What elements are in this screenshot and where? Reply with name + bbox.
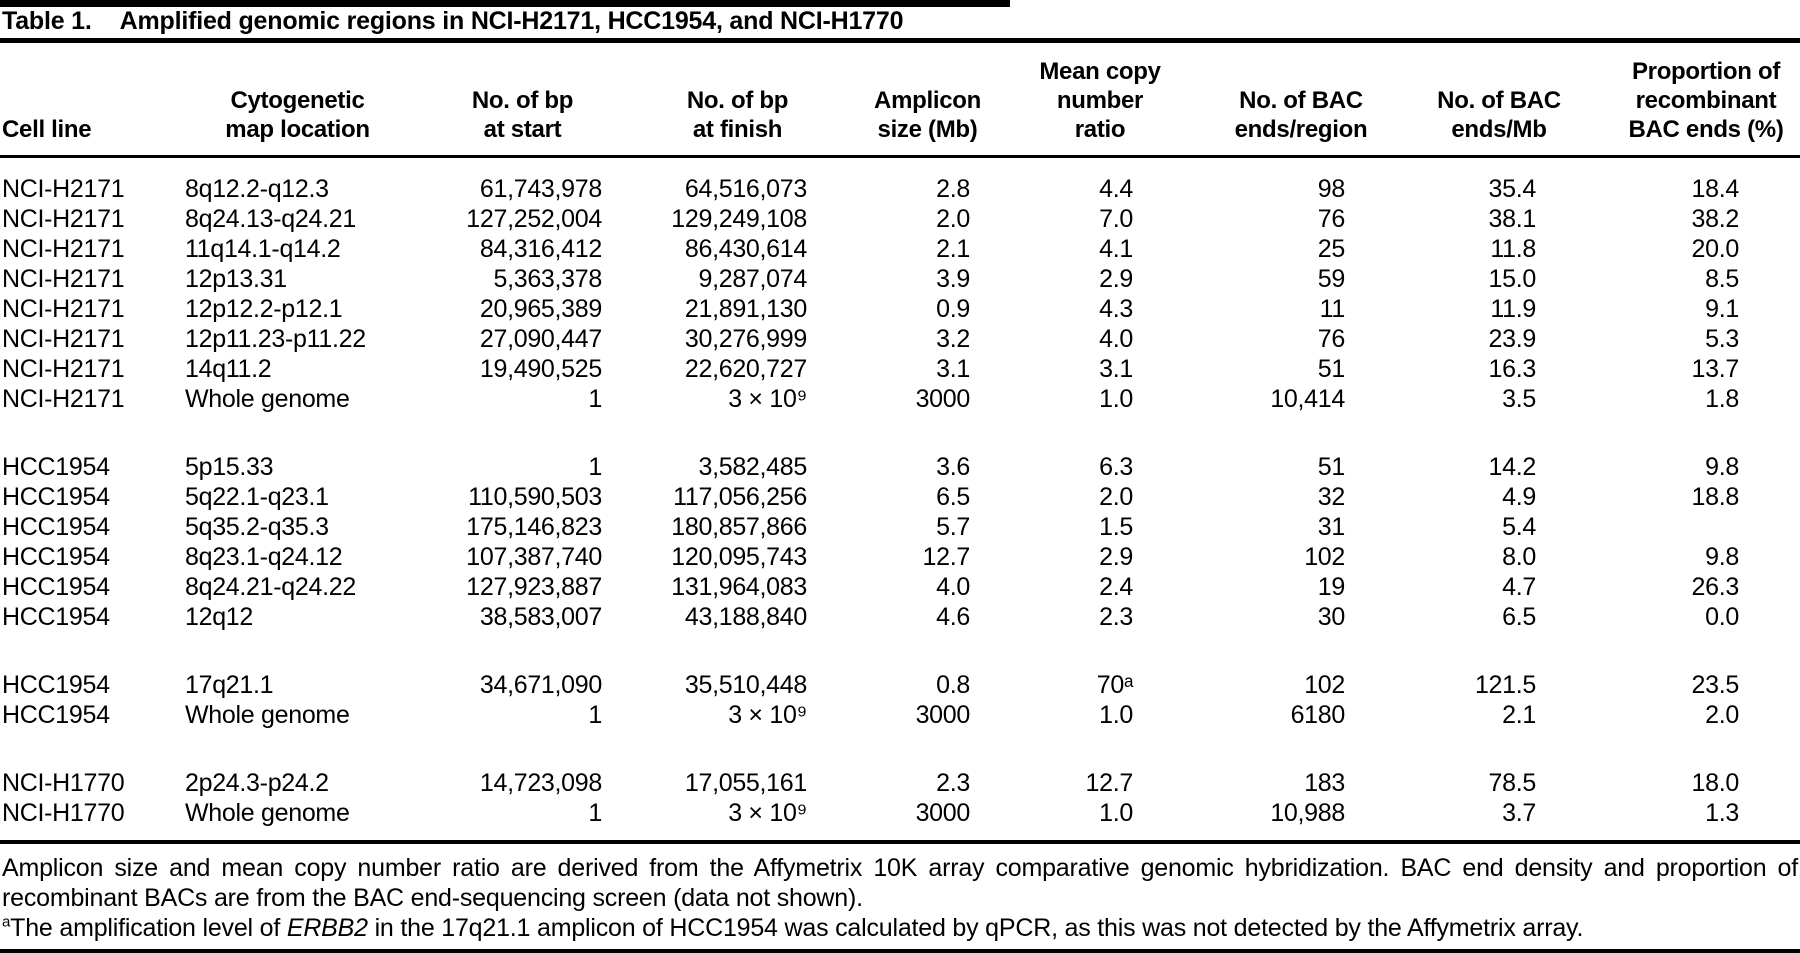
cell-cytogenetic-map-location: 17q21.1	[185, 671, 274, 699]
cell-cell-line: NCI-H2171	[2, 265, 125, 293]
cell-bac-ends-per-region: 76	[1317, 205, 1345, 233]
table-row	[0, 482, 1800, 512]
cell-bp-at-start: 20,965,389	[479, 295, 602, 323]
cell-cell-line: NCI-H1770	[2, 799, 125, 827]
cell-amplicon-size-mb: 12.7	[922, 543, 970, 571]
spacer-cell	[0, 414, 1800, 452]
gap-row	[0, 730, 1800, 768]
footnote-a-gene: ERBB2	[286, 914, 368, 942]
cell-bp-at-finish: 17,055,161	[684, 769, 807, 797]
cell-mean-copy-number-ratio: 2.0	[1099, 483, 1133, 511]
cell-mean-copy-number-ratio: 1.0	[1099, 385, 1133, 413]
cell-bp-at-finish: 30,276,999	[684, 325, 807, 353]
footnote-a	[2, 913, 1798, 943]
cell-cell-line: NCI-H2171	[2, 385, 125, 413]
table-row	[0, 174, 1800, 204]
cell-cell-line: HCC1954	[2, 671, 110, 699]
footnote-general: Amplicon size and mean copy number ratio are derived from the Affymetrix 10K array comparative genomic hybridization. BAC end density and proportion of recombinant BACs are from the BAC end-sequencing screen (data not shown).	[2, 854, 1798, 912]
cell-proportion-recombinant-bac-ends: 9.8	[1705, 543, 1739, 571]
cell-bp-at-start: 107,387,740	[466, 543, 602, 571]
column-header-bp-at-finish: No. of bp at finish	[686, 87, 789, 143]
cell-mean-copy-number-ratio: 4.3	[1099, 295, 1133, 323]
cell-proportion-recombinant-bac-ends: 13.7	[1691, 355, 1739, 383]
cell-amplicon-size-mb: 3.9	[936, 265, 970, 293]
column-header-amplicon-size-mb: Amplicon size (Mb)	[874, 87, 981, 143]
cell-bp-at-finish: 43,188,840	[684, 603, 807, 631]
table-row	[0, 294, 1800, 324]
table-row	[0, 234, 1800, 264]
cell-amplicon-size-mb: 3000	[915, 385, 970, 413]
table-row	[0, 204, 1800, 234]
footnotes	[0, 844, 1800, 949]
cell-mean-copy-number-ratio: 2.9	[1099, 265, 1133, 293]
cell-cell-line: NCI-H2171	[2, 295, 125, 323]
cell-bp-at-finish: 120,095,743	[671, 543, 807, 571]
title-top-rule	[0, 0, 1010, 7]
cell-bac-ends-per-region: 10,414	[1270, 385, 1345, 413]
cell-bp-at-start: 5,363,378	[493, 265, 602, 293]
cell-bp-at-finish: 131,964,083	[671, 573, 807, 601]
cell-bp-at-start: 1	[588, 453, 602, 481]
column-header-proportion-recombinant-bac-ends: Proportion of recombinant BAC ends (%)	[1628, 58, 1784, 143]
cell-cytogenetic-map-location: Whole genome	[185, 385, 350, 413]
cell-mean-copy-number-ratio: 2.4	[1099, 573, 1133, 601]
cell-bp-at-finish: 3,582,485	[698, 453, 807, 481]
cell-bac-ends-per-region: 51	[1317, 453, 1345, 481]
cell-proportion-recombinant-bac-ends: 18.8	[1691, 483, 1739, 511]
cell-bp-at-start: 14,723,098	[479, 769, 602, 797]
cell-amplicon-size-mb: 4.0	[936, 573, 970, 601]
cell-cell-line: NCI-H2171	[2, 235, 125, 263]
cell-mean-copy-number-ratio: 70ᵃ	[1096, 671, 1133, 699]
table-row	[0, 324, 1800, 354]
cell-bac-ends-per-mb: 3.5	[1502, 385, 1536, 413]
cell-cytogenetic-map-location: 5p15.33	[185, 453, 274, 481]
cell-proportion-recombinant-bac-ends: 18.0	[1691, 769, 1739, 797]
cell-bac-ends-per-mb: 23.9	[1488, 325, 1536, 353]
column-header-bac-ends-per-mb: No. of BAC ends/Mb	[1437, 87, 1561, 143]
cell-proportion-recombinant-bac-ends: 38.2	[1691, 205, 1739, 233]
cell-bac-ends-per-mb: 16.3	[1488, 355, 1536, 383]
cell-cell-line: NCI-H2171	[2, 355, 125, 383]
cell-bac-ends-per-region: 30	[1317, 603, 1345, 631]
cell-bac-ends-per-region: 76	[1317, 325, 1345, 353]
cell-bac-ends-per-region: 25	[1317, 235, 1345, 263]
cell-bac-ends-per-mb: 15.0	[1488, 265, 1536, 293]
cell-bac-ends-per-region: 51	[1317, 355, 1345, 383]
cell-bp-at-finish: 9,287,074	[698, 265, 807, 293]
cell-mean-copy-number-ratio: 2.9	[1099, 543, 1133, 571]
table-row	[0, 354, 1800, 384]
cell-cell-line: HCC1954	[2, 513, 110, 541]
column-header-bp-at-start: No. of bp at start	[471, 87, 574, 143]
cell-cell-line: NCI-H2171	[2, 175, 125, 203]
cell-mean-copy-number-ratio: 4.4	[1099, 175, 1133, 203]
cell-cytogenetic-map-location: 14q11.2	[185, 355, 272, 383]
table-title-text: Amplified genomic regions in NCI-H2171, HCC1954, and NCI-H1770	[119, 7, 904, 35]
footnote-a-text-pre: The amplification level of	[10, 914, 287, 942]
cell-bac-ends-per-region: 102	[1304, 671, 1345, 699]
cell-bac-ends-per-mb: 3.7	[1502, 799, 1536, 827]
top-pad-row	[0, 157, 1800, 175]
cell-bp-at-finish: 21,891,130	[684, 295, 807, 323]
spacer-cell	[0, 632, 1800, 670]
column-header-cytogenetic-map-location: Cytogenetic map location	[225, 87, 370, 143]
cell-proportion-recombinant-bac-ends: 26.3	[1691, 573, 1739, 601]
cell-proportion-recombinant-bac-ends: 23.5	[1691, 671, 1739, 699]
cell-bp-at-start: 19,490,525	[479, 355, 602, 383]
cell-bp-at-finish: 3 × 10⁹	[728, 385, 807, 413]
cell-mean-copy-number-ratio: 4.1	[1099, 235, 1133, 263]
spacer-cell	[0, 157, 1800, 175]
cell-mean-copy-number-ratio: 1.0	[1099, 701, 1133, 729]
cell-proportion-recombinant-bac-ends: 1.3	[1705, 799, 1739, 827]
table-row	[0, 700, 1800, 730]
cell-cytogenetic-map-location: 5q22.1-q23.1	[185, 483, 329, 511]
cell-bac-ends-per-region: 11	[1319, 295, 1345, 323]
cell-bac-ends-per-region: 6180	[1290, 701, 1345, 729]
table-row	[0, 768, 1800, 798]
cell-bac-ends-per-region: 31	[1317, 513, 1345, 541]
cell-bac-ends-per-mb: 38.1	[1488, 205, 1536, 233]
cell-bac-ends-per-region: 19	[1317, 573, 1345, 601]
cell-cytogenetic-map-location: 8q24.13-q24.21	[185, 205, 356, 233]
table-row	[0, 452, 1800, 482]
table-row	[0, 542, 1800, 572]
cell-bp-at-start: 1	[588, 385, 602, 413]
cell-amplicon-size-mb: 2.0	[936, 205, 970, 233]
cell-bac-ends-per-mb: 11.9	[1490, 295, 1536, 323]
cell-bp-at-start: 38,583,007	[479, 603, 602, 631]
cell-proportion-recombinant-bac-ends: 0.0	[1705, 603, 1739, 631]
cell-cytogenetic-map-location: 12p12.2-p12.1	[185, 295, 343, 323]
cell-cytogenetic-map-location: 8q12.2-q12.3	[185, 175, 329, 203]
cell-cell-line: HCC1954	[2, 573, 110, 601]
cell-amplicon-size-mb: 4.6	[936, 603, 970, 631]
footnote-a-marker: a	[2, 913, 11, 931]
cell-mean-copy-number-ratio: 3.1	[1099, 355, 1133, 383]
cell-proportion-recombinant-bac-ends: 2.0	[1705, 701, 1739, 729]
cell-bp-at-start: 110,590,503	[468, 483, 602, 511]
cell-bac-ends-per-mb: 14.2	[1488, 453, 1536, 481]
cell-proportion-recombinant-bac-ends: 9.1	[1705, 295, 1739, 323]
cell-cell-line: HCC1954	[2, 453, 110, 481]
cell-bp-at-start: 175,146,823	[466, 513, 602, 541]
cell-amplicon-size-mb: 3000	[915, 799, 970, 827]
header-row	[0, 43, 1800, 157]
table-title	[2, 8, 1800, 35]
cell-cell-line: HCC1954	[2, 603, 110, 631]
gap-row	[0, 414, 1800, 452]
cell-proportion-recombinant-bac-ends: 1.8	[1705, 385, 1739, 413]
table-title-label: Table 1.	[2, 7, 92, 35]
cell-cell-line: NCI-H1770	[2, 769, 125, 797]
cell-mean-copy-number-ratio: 2.3	[1099, 603, 1133, 631]
cell-bp-at-start: 84,316,412	[479, 235, 602, 263]
table-header	[0, 43, 1800, 157]
table-row	[0, 670, 1800, 700]
cell-bp-at-start: 27,090,447	[479, 325, 602, 353]
cell-proportion-recombinant-bac-ends: 5.3	[1705, 325, 1739, 353]
cell-bp-at-finish: 3 × 10⁹	[728, 701, 807, 729]
cell-bac-ends-per-region: 32	[1317, 483, 1345, 511]
cell-bp-at-finish: 117,056,256	[673, 483, 807, 511]
cell-cell-line: NCI-H2171	[2, 205, 125, 233]
cell-bac-ends-per-mb: 5.4	[1502, 513, 1536, 541]
cell-cytogenetic-map-location: 12p13.31	[185, 265, 287, 293]
cell-bp-at-start: 34,671,090	[479, 671, 602, 699]
cell-bac-ends-per-region: 183	[1304, 769, 1345, 797]
cell-bp-at-start: 1	[588, 701, 602, 729]
cell-proportion-recombinant-bac-ends: 8.5	[1705, 265, 1739, 293]
cell-bac-ends-per-mb: 2.1	[1502, 701, 1536, 729]
cell-cell-line: HCC1954	[2, 543, 110, 571]
table-row	[0, 572, 1800, 602]
cell-cytogenetic-map-location: 11q14.1-q14.2	[185, 235, 341, 263]
cell-mean-copy-number-ratio: 1.0	[1099, 799, 1133, 827]
cell-cytogenetic-map-location: Whole genome	[185, 701, 350, 729]
cell-amplicon-size-mb: 3000	[915, 701, 970, 729]
cell-bac-ends-per-mb: 121.5	[1474, 671, 1536, 699]
column-header-mean-copy-number-ratio: Mean copy number ratio	[1039, 58, 1161, 143]
cell-bp-at-finish: 129,249,108	[671, 205, 807, 233]
footnote-a-text-post: in the 17q21.1 amplicon of HCC1954 was calculated by qPCR, as this was not detected by the Affymetrix array.	[367, 914, 1584, 942]
cell-amplicon-size-mb: 2.1	[936, 235, 970, 263]
cell-bp-at-finish: 22,620,727	[684, 355, 807, 383]
cell-bac-ends-per-region: 10,988	[1270, 799, 1345, 827]
cell-bac-ends-per-mb: 4.7	[1502, 573, 1536, 601]
cell-bac-ends-per-mb: 11.8	[1490, 235, 1536, 263]
cell-proportion-recombinant-bac-ends: 18.4	[1691, 175, 1739, 203]
cell-bac-ends-per-mb: 4.9	[1502, 483, 1536, 511]
cell-bp-at-start: 1	[588, 799, 602, 827]
cell-proportion-recombinant-bac-ends	[1586, 512, 1800, 542]
cell-amplicon-size-mb: 5.7	[936, 513, 970, 541]
table-row	[0, 264, 1800, 294]
cell-proportion-recombinant-bac-ends: 20.0	[1691, 235, 1739, 263]
spacer-cell	[0, 730, 1800, 768]
cell-bp-at-finish: 180,857,866	[671, 513, 807, 541]
cell-cytogenetic-map-location: 2p24.3-p24.2	[185, 769, 329, 797]
cell-mean-copy-number-ratio: 7.0	[1099, 205, 1133, 233]
cell-cytogenetic-map-location: Whole genome	[185, 799, 350, 827]
column-header-bac-ends-per-region: No. of BAC ends/region	[1234, 87, 1368, 143]
table-body	[0, 157, 1800, 841]
spacer-cell	[0, 828, 1800, 840]
cell-mean-copy-number-ratio: 6.3	[1099, 453, 1133, 481]
cell-amplicon-size-mb: 3.6	[936, 453, 970, 481]
cell-bp-at-start: 127,923,887	[466, 573, 602, 601]
cell-cell-line: NCI-H2171	[2, 325, 125, 353]
cell-bac-ends-per-mb: 78.5	[1488, 769, 1536, 797]
cell-amplicon-size-mb: 2.3	[936, 769, 970, 797]
cell-amplicon-size-mb: 3.1	[936, 355, 970, 383]
cell-cytogenetic-map-location: 12p11.23-p11.22	[185, 325, 366, 353]
table-row	[0, 384, 1800, 414]
cell-bac-ends-per-region: 102	[1304, 543, 1345, 571]
cell-bp-at-finish: 35,510,448	[684, 671, 807, 699]
bottom-rule	[0, 949, 1800, 953]
cell-cell-line: HCC1954	[2, 701, 110, 729]
cell-cytogenetic-map-location: 8q23.1-q24.12	[185, 543, 343, 571]
amplified-regions-table	[0, 43, 1800, 840]
cell-mean-copy-number-ratio: 1.5	[1099, 513, 1133, 541]
table-row	[0, 798, 1800, 828]
cell-bac-ends-per-mb: 8.0	[1502, 543, 1536, 571]
cell-bp-at-finish: 3 × 10⁹	[728, 799, 807, 827]
cell-bac-ends-per-mb: 6.5	[1502, 603, 1536, 631]
cell-cytogenetic-map-location: 8q24.21-q24.22	[185, 573, 356, 601]
cell-cell-line: HCC1954	[2, 483, 110, 511]
cell-mean-copy-number-ratio: 12.7	[1085, 769, 1133, 797]
cell-bp-at-start: 61,743,978	[479, 175, 602, 203]
cell-bp-at-start: 127,252,004	[466, 205, 602, 233]
cell-mean-copy-number-ratio: 4.0	[1099, 325, 1133, 353]
cell-amplicon-size-mb: 3.2	[936, 325, 970, 353]
column-header-cell-line: Cell line	[2, 116, 92, 143]
cell-proportion-recombinant-bac-ends: 9.8	[1705, 453, 1739, 481]
cell-bac-ends-per-region: 59	[1317, 265, 1345, 293]
cell-bac-ends-per-mb: 35.4	[1488, 175, 1536, 203]
cell-amplicon-size-mb: 2.8	[936, 175, 970, 203]
table-row	[0, 512, 1800, 542]
gap-row	[0, 632, 1800, 670]
cell-amplicon-size-mb: 0.9	[936, 295, 970, 323]
cell-cytogenetic-map-location: 5q35.2-q35.3	[185, 513, 329, 541]
cell-amplicon-size-mb: 6.5	[936, 483, 970, 511]
cell-bac-ends-per-region: 98	[1317, 175, 1345, 203]
table-row	[0, 602, 1800, 632]
cell-amplicon-size-mb: 0.8	[936, 671, 970, 699]
cell-cytogenetic-map-location: 12q12	[185, 603, 254, 631]
cell-bp-at-finish: 86,430,614	[684, 235, 807, 263]
cell-bp-at-finish: 64,516,073	[684, 175, 807, 203]
bottom-pad-row	[0, 828, 1800, 840]
